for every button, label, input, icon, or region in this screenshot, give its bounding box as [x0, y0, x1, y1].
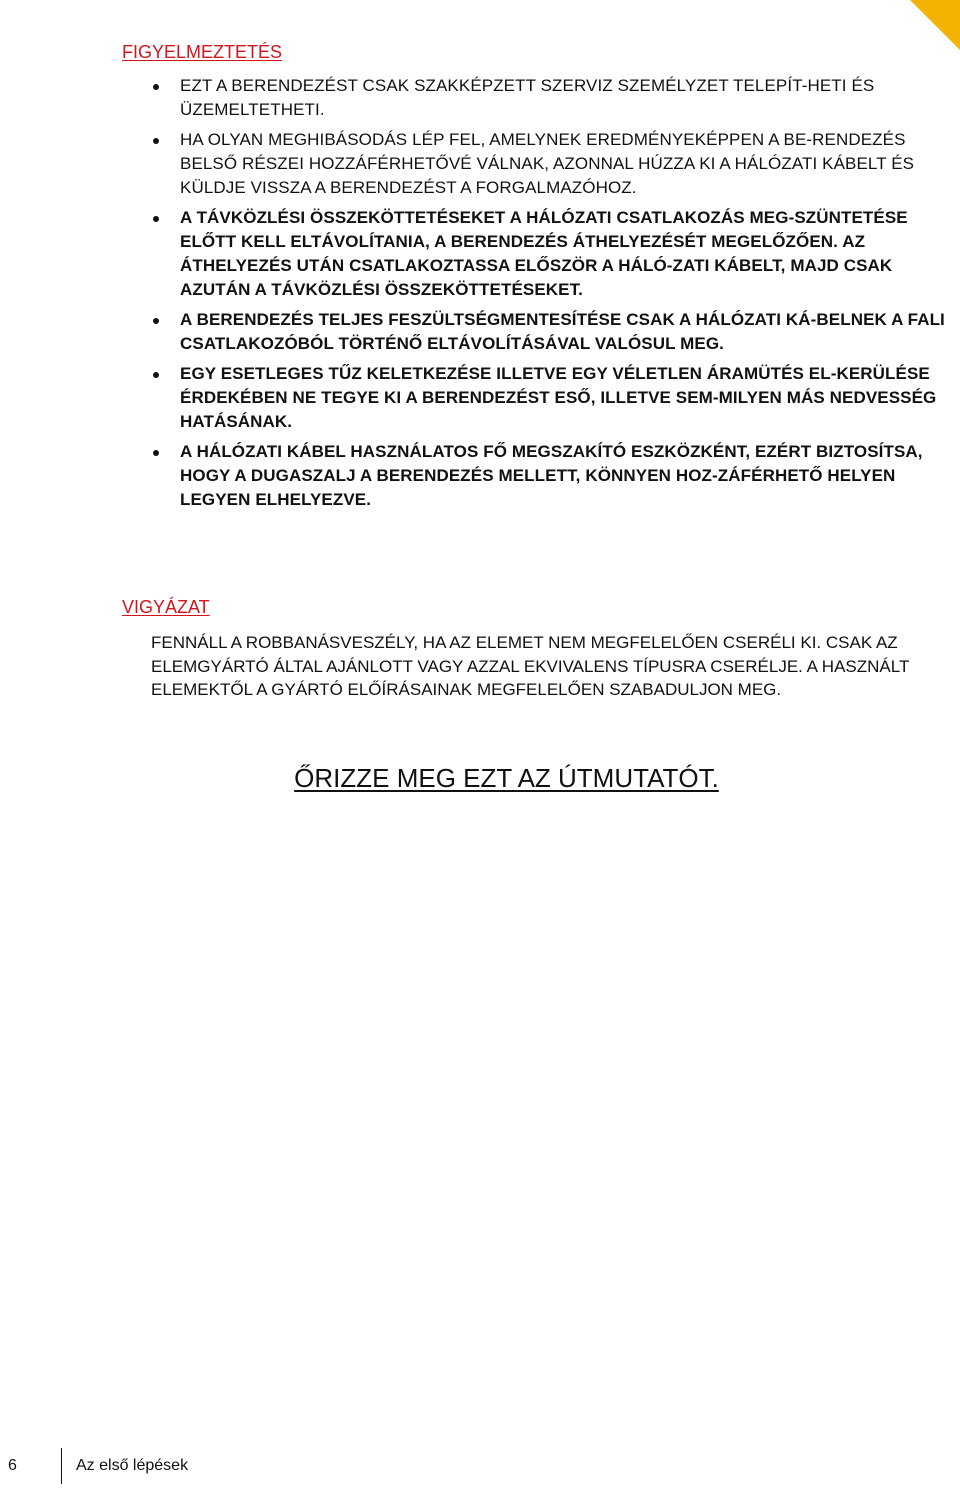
warning-item-text: A HÁLÓZATI KÁBEL HASZNÁLATOS FŐ MEGSZAKÍTÓ ESZKÖZKÉNT, EZÉRT BIZTOSÍTSA, HOGY A DUGASZALJ A BERENDEZÉS MELLETT, KÖNNYEN HOZ-ZÁFÉRHETŐ HELYEN LEGYEN ELHELYEZVE. [180, 442, 923, 509]
bullet-icon [153, 84, 159, 90]
footer-section-title: Az első lépések [76, 1457, 189, 1474]
bullet-icon [153, 450, 159, 456]
warning-item [150, 206, 960, 302]
warning-item-text: EGY ESETLEGES TŰZ KELETKEZÉSE ILLETVE EGY VÉLETLEN ÁRAMÜTÉS EL-KERÜLÉSE ÉRDEKÉBEN NE TEGYE KI A BERENDEZÉST ESŐ, ILLETVE SEM-MILYEN MÁS NEDVESSÉG HATÁSÁNAK. [180, 364, 937, 431]
bullet-icon [153, 318, 159, 324]
warning-item-text: A BERENDEZÉS TELJES FESZÜLTSÉGMENTESÍTÉSE CSAK A HÁLÓZATI KÁ-BELNEK A FALI CSATLAKOZÓBÓL TÖRTÉNŐ ELTÁVOLÍTÁSÁVAL VALÓSUL MEG. [180, 310, 945, 353]
caution-heading: VIGYÁZAT [122, 597, 210, 617]
footer-divider [61, 1448, 62, 1484]
warning-item [150, 440, 960, 512]
keep-manual-notice: ŐRIZZE MEG EZT AZ ÚTMUTATÓT. [294, 763, 719, 793]
corner-accent-mark [910, 0, 960, 50]
caution-text: FENNÁLL A ROBBANÁSVESZÉLY, HA AZ ELEMET NEM MEGFELELŐEN CSERÉLI KI. CSAK AZ ELEMGYÁRTÓ ÁLTAL AJÁNLOTT VAGY AZZAL EKVIVALENS TÍPUSRA CSERÉLJE. A HASZNÁLT ELEMEKTŐL A GYÁRTÓ ELŐÍRÁSAINAK MEGFELELŐEN SZABADULJON MEG. [151, 633, 910, 699]
bullet-icon [153, 372, 159, 378]
warning-item-text: HA OLYAN MEGHIBÁSODÁS LÉP FEL, AMELYNEK EREDMÉNYEKÉPPEN A BE-RENDEZÉS BELSŐ RÉSZEI HOZZÁFÉRHETŐVÉ VÁLNAK, AZONNAL HÚZZA KI A HÁLÓZATI KÁBELT ÉS KÜLDJE VISSZA A BERENDEZÉST A FORGALMAZÓHOZ. [180, 130, 915, 197]
warning-item [150, 308, 960, 356]
warning-item [150, 128, 960, 200]
bullet-icon [153, 138, 159, 144]
warning-heading: FIGYELMEZTETÉS [122, 42, 283, 62]
warning-item [150, 74, 960, 122]
warning-item-text: EZT A BERENDEZÉST CSAK SZAKKÉPZETT SZERVIZ SZEMÉLYZET TELEPÍT-HETI ÉS ÜZEMELTETHETI. [180, 76, 875, 119]
page-footer [0, 1448, 960, 1484]
warning-item [150, 362, 960, 434]
warning-item-text: A TÁVKÖZLÉSI ÖSSZEKÖTTETÉSEKET A HÁLÓZATI CSATLAKOZÁS MEG-SZÜNTETÉSE ELŐTT KELL ELTÁVOLÍTANIA, A BERENDEZÉS ÁTHELYEZÉSÉT MEGELŐZŐEN. AZ ÁTHELYEZÉS UTÁN CSATLAKOZTASSA ELŐSZÖR A HÁLÓ-ZATI KÁBELT, MAJD CSAK AZUTÁN A TÁVKÖZLÉSI ÖSSZEKÖTTETÉSEKET. [180, 208, 908, 299]
warning-list [150, 74, 960, 518]
page-number: 6 [8, 1457, 17, 1474]
bullet-icon [153, 216, 159, 222]
